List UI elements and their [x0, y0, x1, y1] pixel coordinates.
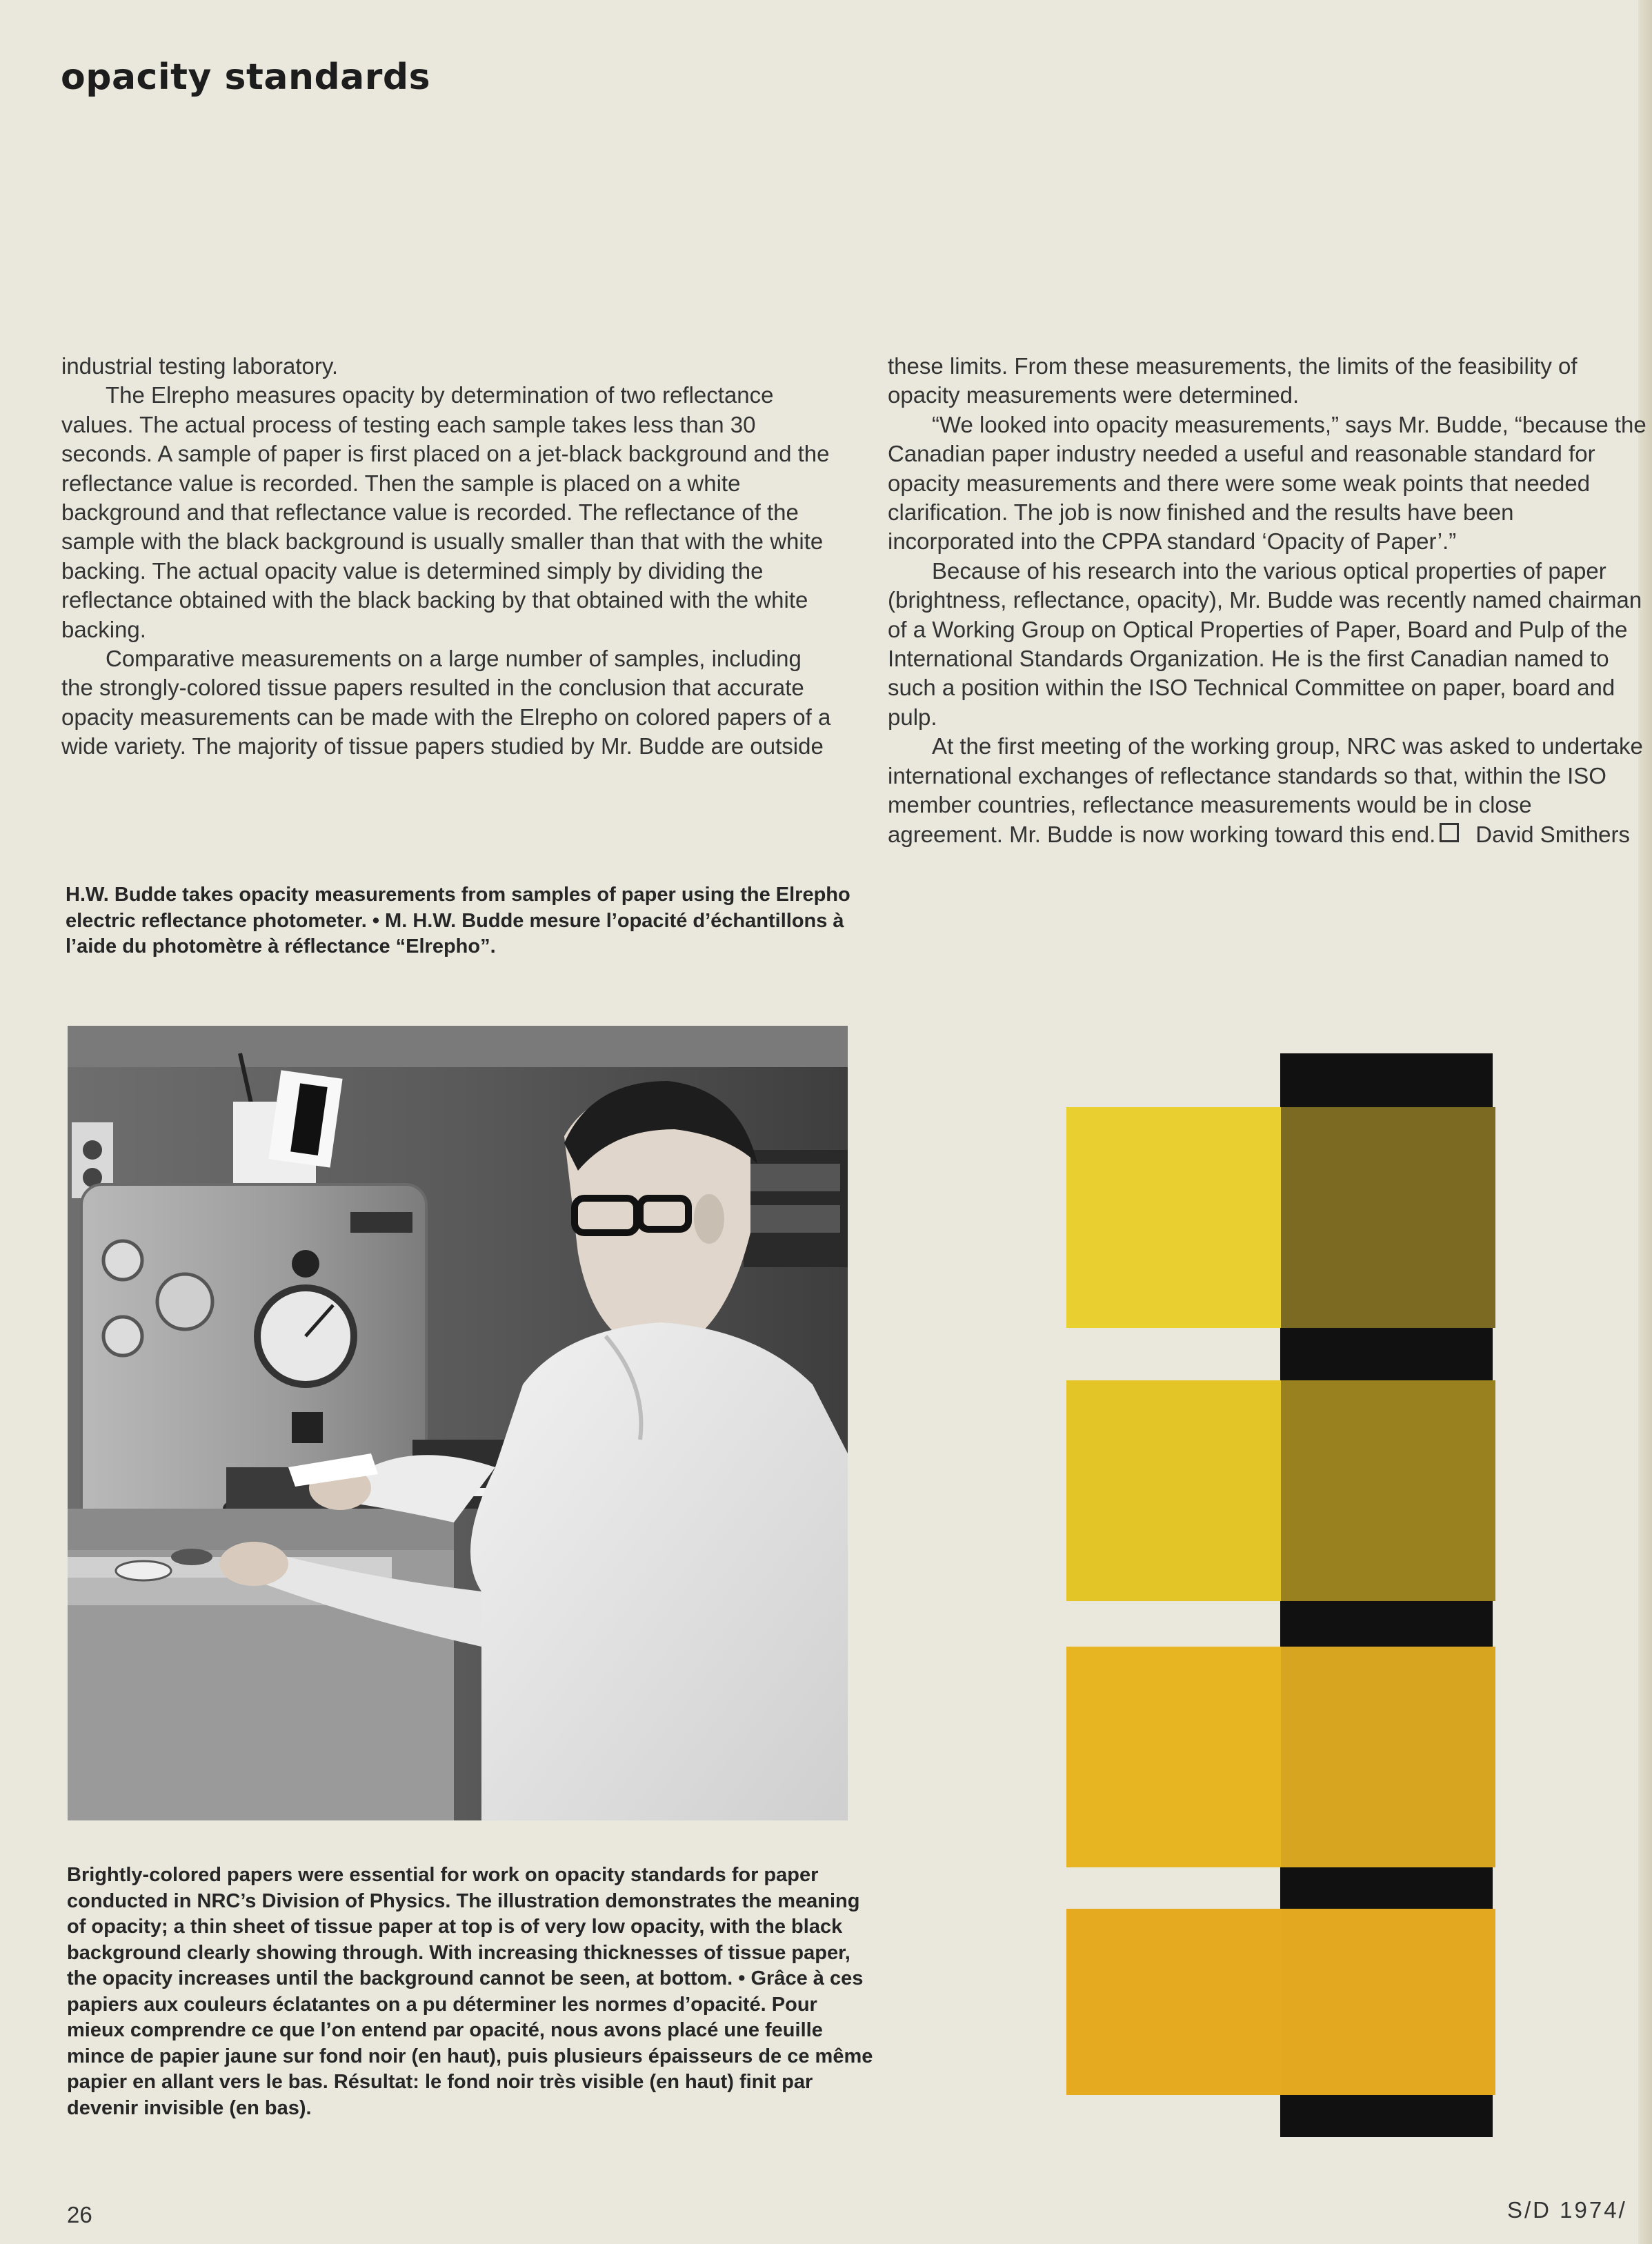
photo-illustration — [68, 1026, 848, 1820]
tissue-sheet-triple-layer — [1066, 1647, 1495, 1867]
page-title: opacity standards — [61, 57, 431, 98]
page-number: 26 — [67, 2202, 92, 2227]
article-left-column — [61, 352, 834, 762]
article-paragraph: industrial testing laboratory. — [61, 353, 339, 379]
tissue-sheet-single-layer — [1066, 1107, 1495, 1328]
article-right-column — [888, 352, 1646, 849]
author-name: David Smithers — [1475, 821, 1630, 847]
opacity-swatch-illustration — [1066, 1053, 1495, 2137]
end-mark-icon — [1440, 823, 1459, 842]
page-edge — [1638, 0, 1652, 2244]
article-paragraph: Because of his research into the various optical properties of paper (brightness, reflectance, opacity), Mr. Budde was recently named chairman of a Working Group on Optical Properties of Paper, Board and Pulp of the International Standards Organization. He is the first Canadian named to such a position within the ISO Technical Committee on paper, board and pulp. — [888, 557, 1642, 730]
article-paragraph: Comparative measurements on a large number of samples, including the strongly-colored tissue papers resulted in the conclusion that accurate opacity measurements can be made with the Elrepho on colored papers of a wide variety. The majority of tissue papers studied by Mr. Budde are outside — [61, 646, 831, 759]
photo-caption: H.W. Budde takes opacity measurements from samples of paper using the Elrepho electric reflectance photometer. • M. H.W. Budde mesure l’opacité d’échantillons à l’aide du photomètre à réflectance “Elrepho”. — [66, 884, 850, 957]
swatch-caption: Brightly-colored papers were essential for work on opacity standards for paper conducted in NRC’s Division of Physics. The illustration demonstrates the meaning of opacity; a thin sheet of tissue paper at top is of very low opacity, with the black background clearly showing through. With increasing thicknesses of tissue paper, the opacity increases until the background cannot be seen, at bottom. • Grâce à ces papiers aux couleurs éclatantes on a pu déterminer les normes d’opacité. Pour mieux comprendre ce que l’on entend par opacité, nous avons placé une feuille mince de papier jaune sur fond noir (en haut), puis plusieurs épaisseurs de ce même papier en allant vers le bas. Résultat: le fond noir très visible (en haut) finit par devenir invisible (en bas). — [67, 1864, 873, 2119]
tissue-sheet-quadruple-layer — [1066, 1909, 1495, 2095]
signoff — [1435, 822, 1630, 847]
article-paragraph: The Elrepho measures opacity by determination of two reflectance values. The actual process of testing each sample takes less than 30 seconds. A sample of paper is first placed on a jet-black background and the reflectance value is recorded. Then the sample is placed on a white background and that reflectance value is recorded. The reflectance of the sample with the black background is usually smaller than that with the white backing. The actual opacity value is determined simply by dividing the reflectance obtained with the black backing by that obtained with the white backing. — [61, 382, 830, 642]
article-paragraph-text: At the first meeting of the working group, NRC was asked to undertake international exchanges of reflectance standards so that, within the ISO member countries, reflectance measurements would be in close agreement. Mr. Budde is now working toward this end. — [888, 733, 1643, 847]
running-footer: S/D 1974/ — [1507, 2197, 1627, 2223]
article-paragraph: “We looked into opacity measurements,” says Mr. Budde, “because the Canadian paper industry needed a useful and reasonable standard for opacity measurements and there were some weak points that needed clarification. The job is now finished and the results have been incorporated into the CPPA standard ‘Opacity of Paper’.” — [888, 411, 1646, 555]
photo-elrepho-photometer — [68, 1026, 848, 1820]
article-paragraph: these limits. From these measurements, the limits of the feasibility of opacity measurements were determined. — [888, 353, 1578, 408]
article-paragraph — [888, 732, 1646, 849]
tissue-sheet-double-layer — [1066, 1380, 1495, 1601]
